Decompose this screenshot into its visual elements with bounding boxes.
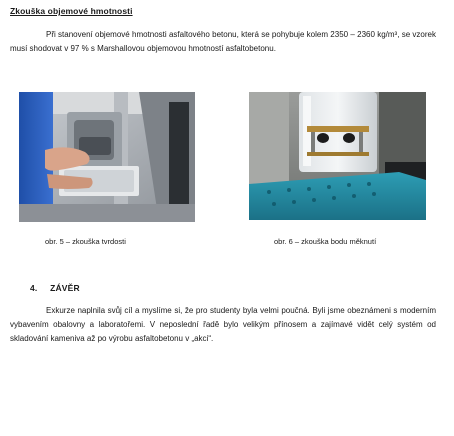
photo-hardness-test — [19, 92, 195, 222]
hardness-test-image — [19, 92, 195, 222]
section-title: ZÁVĚR — [50, 283, 80, 293]
figure-caption-5: obr. 5 – zkouška tvrdosti — [45, 237, 126, 246]
photo-softening-point-test — [249, 92, 426, 220]
section-heading-conclusion — [30, 283, 80, 293]
paragraph-conclusion: Exkurze naplnila svůj cíl a myslíme si, že pro studenty byla velmi poučná. Byli jsme obeznámeni s moderním vybavením obalovny a laboratořemi. V neposlední řadě bylo velikým přínosem a zajímavé vidět celý systém od skladování kameniva až po výrobu asfaltobetonu v „akci“. — [10, 306, 436, 343]
figure-caption-6: obr. 6 – zkouška bodu měknutí — [274, 237, 377, 246]
section-number: 4. — [30, 283, 38, 293]
softening-point-image — [249, 92, 426, 220]
paragraph-density: Při stanovení objemové hmotnosti asfaltového betonu, která se pohybuje kolem 2350 – 2360 kg/m³, se vzorek musí shodovat v 97 % s Marshallovou objemovou hmotností asfaltobetonu. — [10, 30, 436, 53]
section-heading-density: Zkouška objemové hmotnosti — [10, 6, 133, 16]
